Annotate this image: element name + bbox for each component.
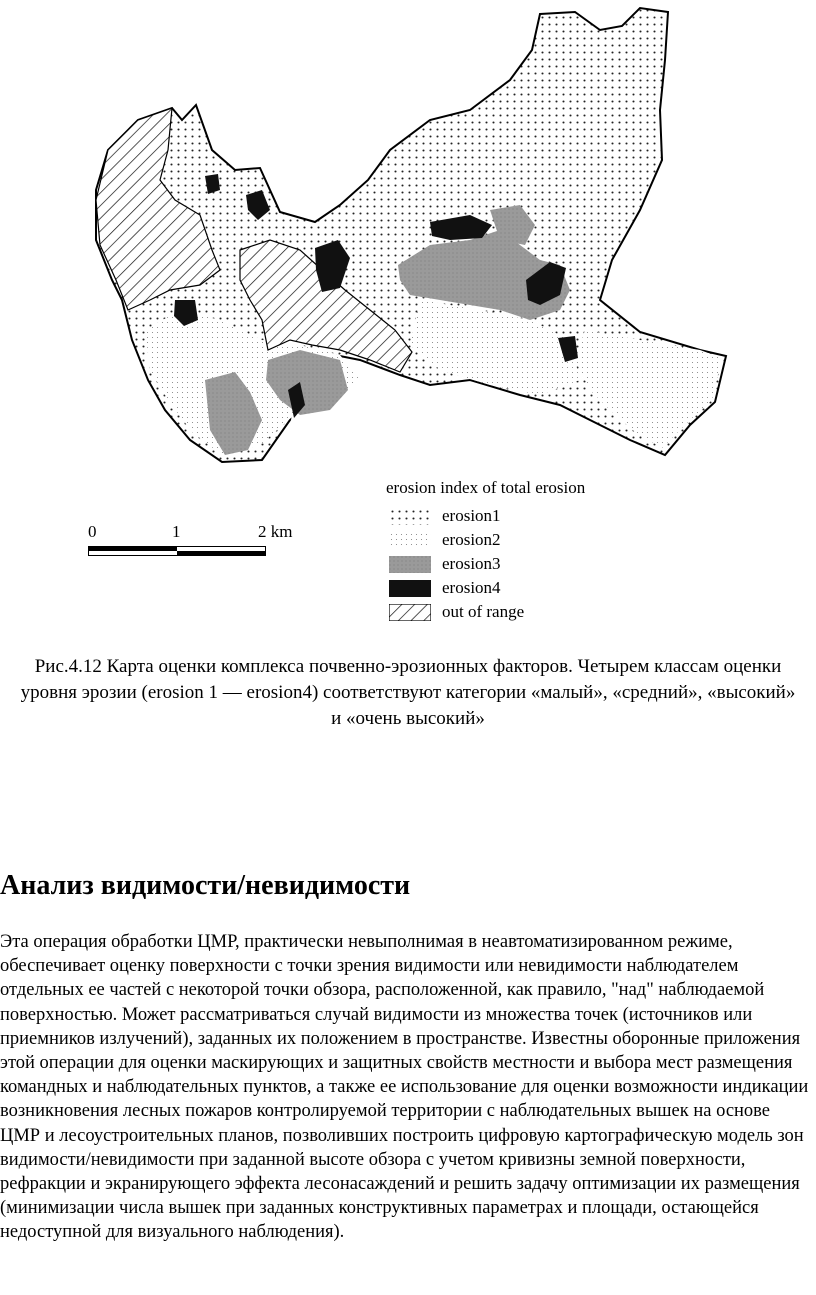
swatch-black <box>389 580 431 597</box>
section-title: Анализ видимости/невидимости <box>0 870 411 901</box>
erosion-map <box>0 0 816 480</box>
swatch-dots <box>389 508 431 525</box>
legend-label: erosion1 <box>442 506 501 525</box>
legend-item-erosion3 <box>386 552 646 576</box>
scale-bar <box>88 522 358 562</box>
scale-label-2km: 2 km <box>258 522 293 541</box>
legend-label: out of range <box>442 602 525 621</box>
scale-label-1: 1 <box>172 522 181 541</box>
section-paragraph: Эта операция обработки ЦМР, практически невыполнимая в неавтоматизированном режиме, обеспечивает оценку поверхности с точки зрения видимости или невидимости наблюдателем отдельных ее частей с некоторой точки обзора, расположенной, как правило, "над" наблюдаемой поверхностью. Может рассматриваться случай видимости из множества точек (источников или приемников излучений), заданных их положением в пространстве. Известны оборонные приложения этой операции для оценки маскирующих и защитных свойств местности и выбора мест размещения командных и наблюдательных пунктов, а также ее использование для оценки возможности индикации возникновения лесных пожаров контролируемой территории с наблюдательных вышек на основе ЦМР и лесоустроительных планов, позволивших построить цифровую картографическую модель зон видимости/невидимости при заданной высоте обзора с учетом кривизны земной поверхности, рефракции и экранирующего эффекта лесонасаждений и решить задачу оптимизации их размещения (минимизации числа вышек при заданных конструктивных параметрах и площади, остающейся недоступной для визуального наблюдения). <box>0 932 809 1243</box>
erosion-map-figure <box>0 0 816 640</box>
legend-item-erosion4 <box>386 576 646 600</box>
erosion2-area-east <box>575 330 722 448</box>
scale-segment-a <box>89 547 177 551</box>
scale-segment-b <box>177 551 265 555</box>
scale-track <box>88 546 266 556</box>
legend-label: erosion3 <box>442 554 501 573</box>
swatch-fine-dots <box>389 532 431 549</box>
swatch-hatch <box>389 604 431 621</box>
figure-caption: Рис.4.12 Карта оценки комплекса почвенно-эрозионных факторов. Четырем классам оценки уровня эрозии (erosion 1 — erosion4) соответствуют категории «малый», «средний», «высокий» и «очень высокий» <box>20 656 796 729</box>
legend-label: erosion4 <box>442 578 501 597</box>
swatch-gray <box>389 556 431 573</box>
scale-label-0: 0 <box>88 522 97 541</box>
legend-item-erosion1 <box>386 504 646 528</box>
map-legend <box>386 478 646 624</box>
legend-item-out-of-range <box>386 600 646 624</box>
legend-item-erosion2 <box>386 528 646 552</box>
legend-title: erosion index of total erosion <box>386 478 586 497</box>
legend-label: erosion2 <box>442 530 501 549</box>
